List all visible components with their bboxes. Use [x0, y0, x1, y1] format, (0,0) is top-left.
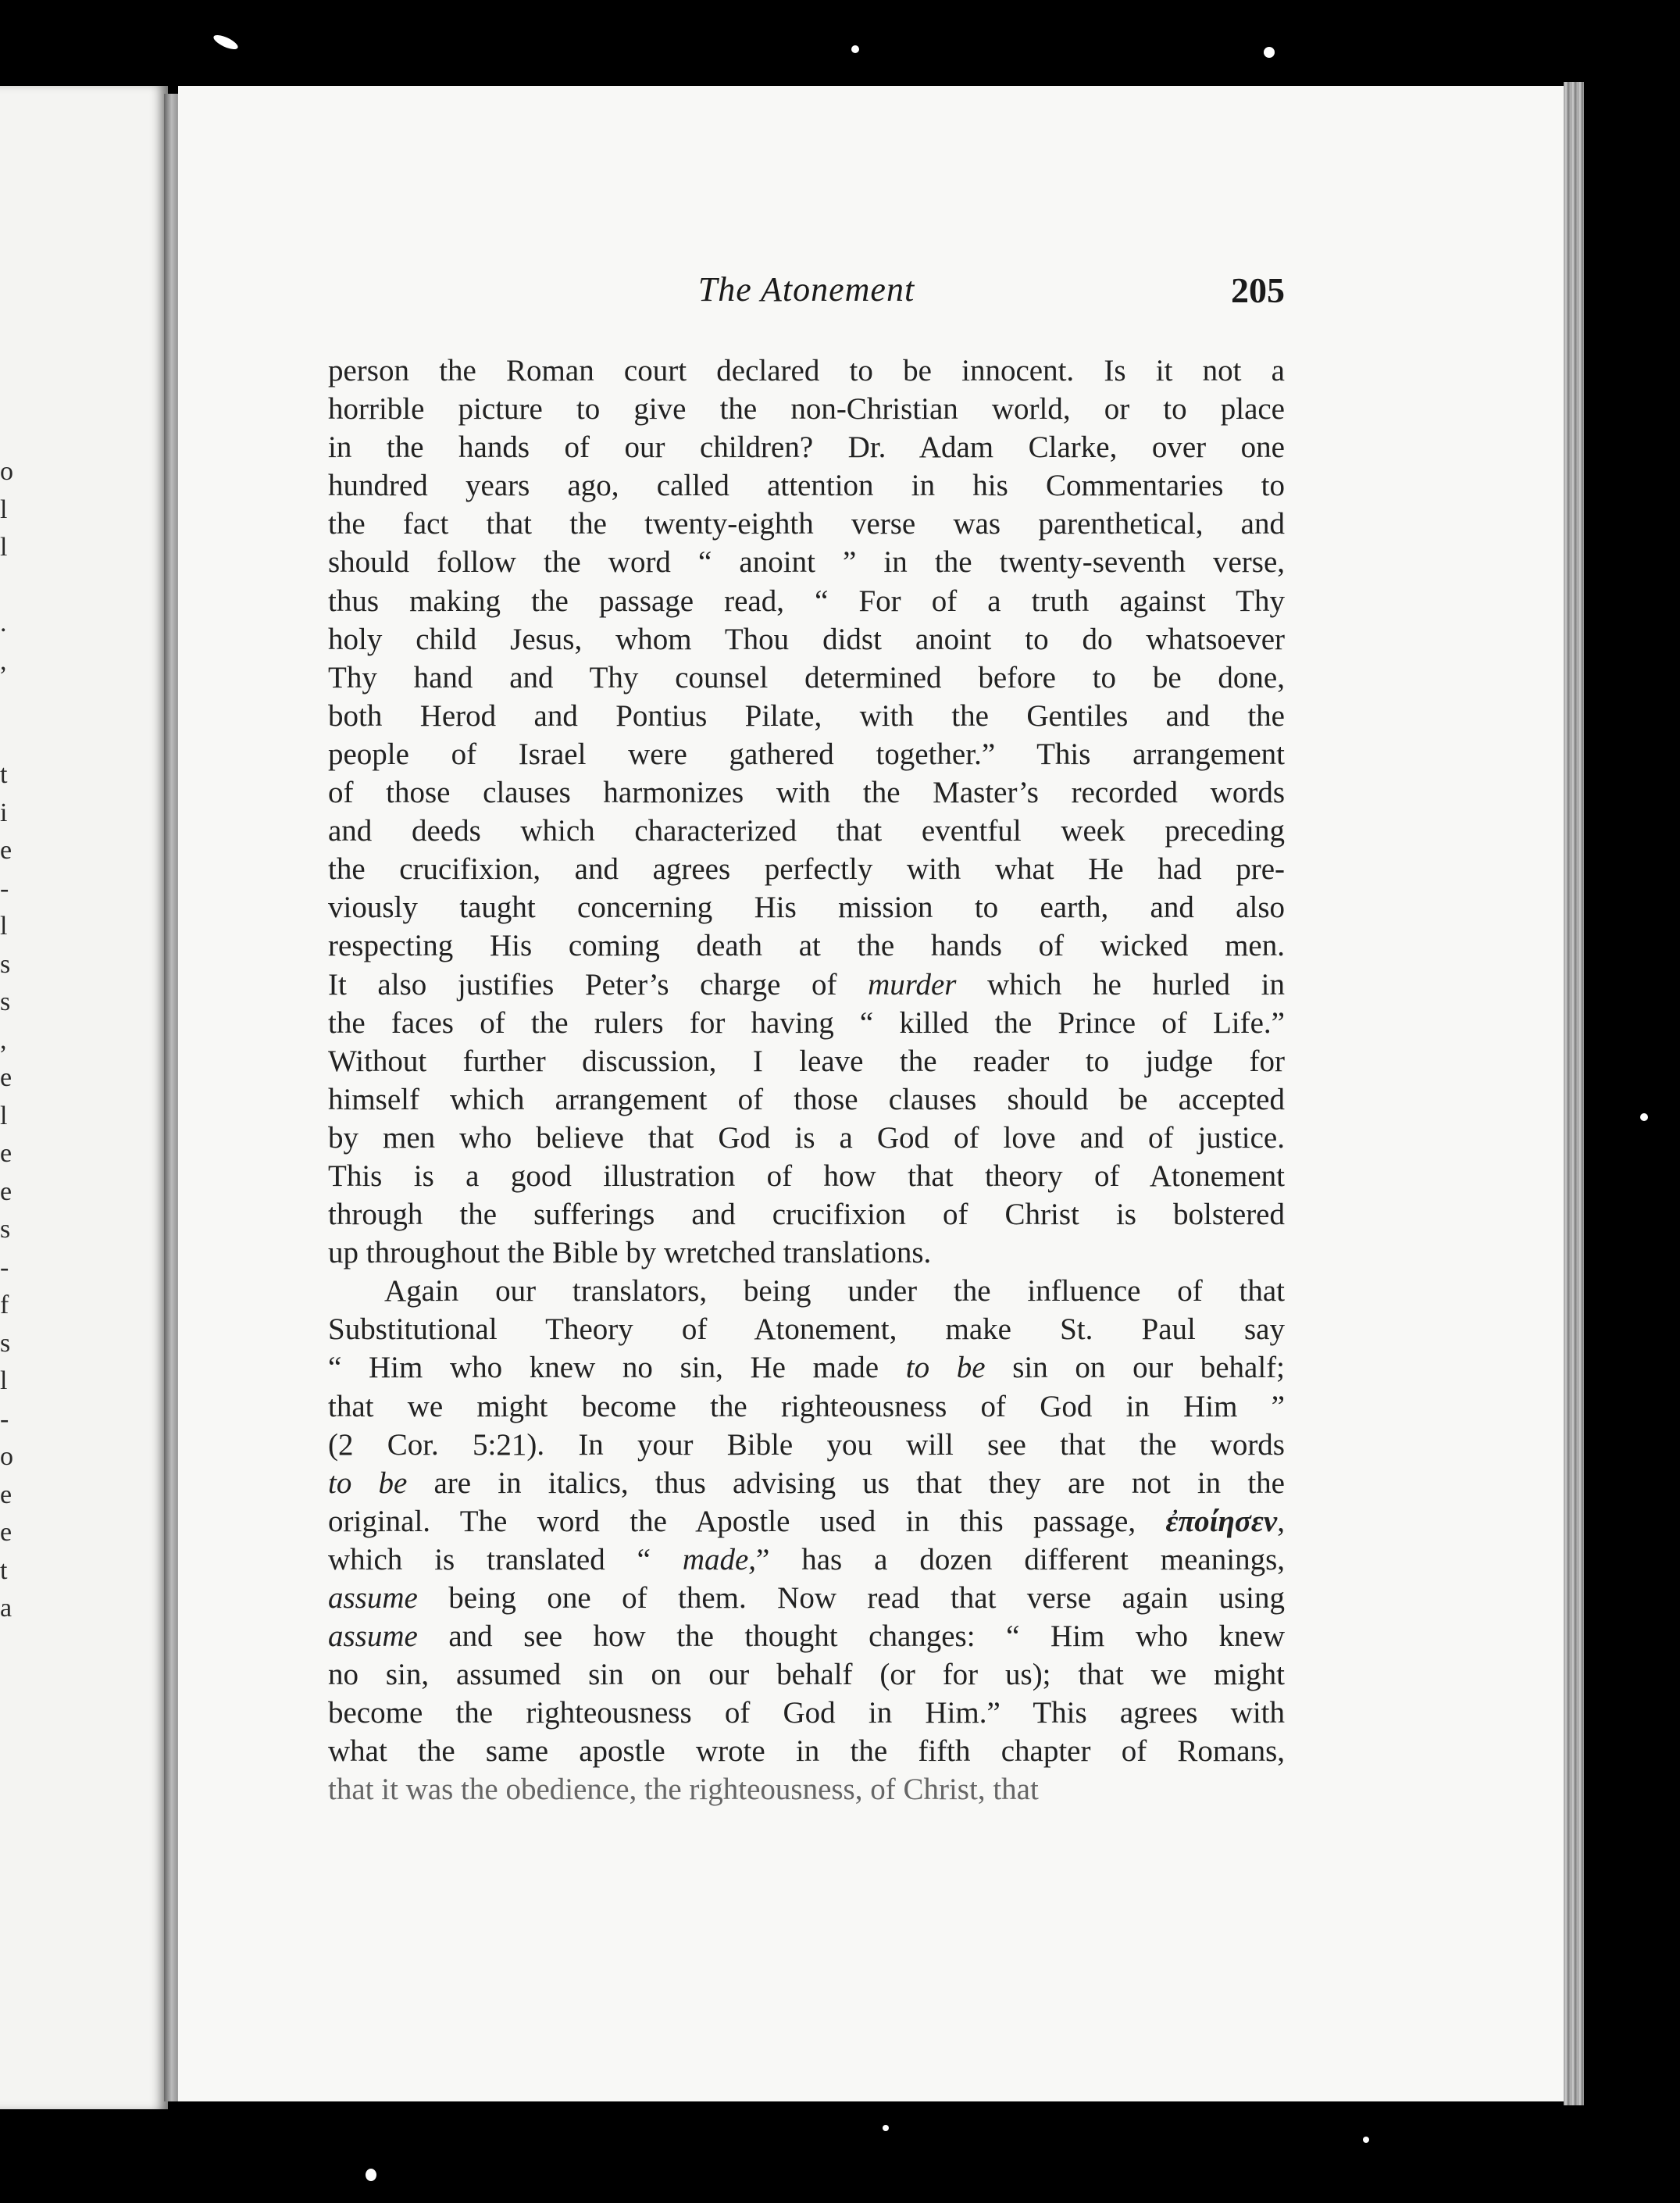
left-page-edge-char [0, 719, 23, 757]
text-segment: It also justifies Peter’s charge of [328, 967, 869, 1002]
left-page-edge-char: a [0, 1594, 12, 1623]
text-segment: Thy hand and Thy counsel determined before to be done, [328, 660, 1285, 694]
text-line [328, 1464, 1285, 1502]
left-page-edge-char: i [0, 798, 8, 827]
text-segment: of those clauses harmonizes with the Master’s recorded words [328, 776, 1285, 810]
body-text [328, 352, 1285, 1809]
text-segment: Substitutional Theory of Atonement, make St. Paul say [328, 1312, 1285, 1347]
text-segment: the crucifixion, and agrees perfectly with what He had pre- [328, 852, 1285, 887]
text-segment: Without further discussion, I leave the reader to judge for [328, 1044, 1285, 1078]
text-segment: thus making the passage read, “ For of a truth against Thy [328, 584, 1285, 618]
text-segment: sin on our behalf; [985, 1351, 1285, 1385]
page-edge [1564, 82, 1584, 2105]
text-segment: which he hurled in [956, 967, 1286, 1002]
left-page-edge-char: f [0, 1291, 9, 1319]
left-page-edge-char: s [0, 1328, 11, 1358]
text-line [328, 1080, 1285, 1119]
text-line [328, 466, 1285, 505]
text-segment: what the same apostle wrote in the fifth chapter of Romans, [328, 1734, 1285, 1769]
text-segment: and see how the thought changes: “ Him who knew [417, 1619, 1285, 1654]
text-line [328, 888, 1285, 927]
text-line [328, 850, 1285, 888]
left-page-edge-char: e [0, 836, 12, 865]
text-segment: original. The word the Apostle used in this passage, [328, 1504, 1166, 1538]
text-line [328, 812, 1285, 850]
text-segment: that we might become the righteousness of God in Him ” [328, 1389, 1285, 1423]
text-line [328, 582, 1285, 620]
text-line [328, 543, 1285, 581]
text-segment: should follow the word “ anoint ” in the twenty-seventh verse, [328, 545, 1285, 580]
text-segment: This is a good illustration of how that theory of Atonement [328, 1159, 1285, 1193]
left-page-edge-char [0, 680, 23, 719]
text-segment: and deeds which characterized that eventful week preceding [328, 814, 1285, 848]
left-page-edge-char: e [0, 1139, 12, 1168]
scan-speck [212, 32, 240, 52]
scan-speck [851, 45, 859, 53]
text-line [328, 1694, 1285, 1732]
text-line [328, 1541, 1285, 1579]
text-segment: (2 Cor. 5:21). In your Bible you will see that the words [328, 1427, 1285, 1462]
text-segment: ” has a dozen different meanings, [756, 1542, 1286, 1576]
page-number: 205 [1231, 270, 1285, 310]
running-head-title: The Atonement [697, 270, 915, 309]
text-segment: that it was the obedience, the righteousness, of Christ, that [328, 1773, 1039, 1807]
text-segment: in the hands of our children? Dr. Adam Clarke, over one [328, 430, 1285, 465]
italic-text: murder [868, 967, 957, 1002]
text-line [328, 1617, 1285, 1655]
text-line [328, 966, 1285, 1004]
left-facing-page [0, 86, 168, 2109]
text-segment: become the righteousness of God in Him.” This agrees with [328, 1696, 1285, 1730]
text-segment: , [1277, 1504, 1285, 1538]
scan-speck [1363, 2137, 1369, 2143]
text-segment: people of Israel were gathered together.” This arrangement [328, 737, 1285, 771]
text-line [328, 1234, 1285, 1272]
italic-text: assume [328, 1619, 418, 1654]
left-page-edge-text [0, 453, 23, 1628]
text-line [328, 1272, 1285, 1310]
left-page-edge-char: e [0, 1063, 12, 1092]
left-page-edge-char: s [0, 1215, 11, 1244]
text-segment: are in italics, thus advising us that they are not in the [407, 1466, 1285, 1500]
left-page-edge-char: l [0, 912, 8, 941]
paragraph-2 [328, 1272, 1285, 1808]
text-line [328, 1042, 1285, 1080]
scan-speck [366, 2169, 376, 2181]
left-page-edge-char: , [0, 1025, 7, 1055]
text-line [328, 1770, 1285, 1808]
italic-text: assume [328, 1581, 418, 1615]
italic-text: to be [328, 1466, 408, 1500]
paragraph-1 [328, 352, 1285, 1272]
text-segment: being one of them. Now read that verse again using [417, 1581, 1285, 1615]
text-segment: Again our translators, being under the influence of that [384, 1274, 1285, 1309]
text-segment: holy child Jesus, whom Thou didst anoint to do whatsoever [328, 622, 1285, 656]
text-line [328, 428, 1285, 466]
left-page-edge-char: l [0, 533, 8, 562]
text-line [328, 1387, 1285, 1426]
text-line [328, 1119, 1285, 1157]
text-segment: person the Roman court declared to be innocent. Is it not a [328, 354, 1285, 387]
text-segment: the fact that the twenty-eighth verse was parenthetical, and [328, 507, 1285, 541]
left-page-edge-char: o [0, 1442, 13, 1471]
left-page-edge-char: l [0, 1101, 8, 1130]
text-line [328, 773, 1285, 812]
text-segment: through the sufferings and crucifixion of Christ is bolstered [328, 1198, 1285, 1232]
scan-speck [1264, 47, 1275, 58]
left-page-edge-char: o [0, 457, 13, 486]
left-page-edge-char: s [0, 949, 11, 979]
text-segment: by men who believe that God is a God of love and of justice. [328, 1120, 1285, 1155]
text-line [328, 1655, 1285, 1694]
text-line [328, 659, 1285, 697]
left-page-edge-char: l [0, 495, 8, 524]
text-segment: respecting His coming death at the hands of wicked men. [328, 929, 1285, 963]
text-line [328, 390, 1285, 428]
text-line [328, 1348, 1285, 1387]
text-line [328, 352, 1285, 390]
italic-text: ἐποίησεν [1165, 1504, 1278, 1538]
left-page-edge-char: t [0, 760, 8, 789]
left-page-edge-char: - [0, 873, 9, 903]
text-line [328, 927, 1285, 965]
text-segment: no sin, assumed sin on our behalf (or for us); that we might [328, 1658, 1285, 1692]
text-line [328, 1732, 1285, 1770]
text-segment: up throughout the Bible by wretched translations. [328, 1236, 932, 1270]
text-line [328, 1579, 1285, 1617]
text-line [328, 1426, 1285, 1464]
scan-speck [1640, 1113, 1648, 1121]
italic-text: to be [905, 1351, 986, 1385]
left-page-edge-char: , [0, 646, 7, 676]
text-line [328, 1195, 1285, 1234]
text-line [328, 735, 1285, 773]
left-page-edge-char: l [0, 1366, 8, 1395]
left-page-edge-char: t [0, 1555, 8, 1585]
text-line [328, 1004, 1285, 1042]
text-segment: the faces of the rulers for having “ killed the Prince of Life.” [328, 1005, 1285, 1040]
left-page-edge-char: - [0, 1252, 9, 1282]
text-segment: both Herod and Pontius Pilate, with the Gentiles and the [328, 698, 1285, 733]
left-page-edge-char: - [0, 1404, 9, 1434]
left-page-edge-char: s [0, 987, 11, 1016]
text-segment: hundred years ago, called attention in his Commentaries to [328, 469, 1285, 503]
text-segment: “ Him who knew no sin, He made [328, 1351, 906, 1385]
text-segment: which is translated “ [328, 1542, 683, 1576]
left-page-edge-char: e [0, 1518, 12, 1547]
text-segment: himself which arrangement of those clauses should be accepted [328, 1082, 1285, 1116]
scan-speck [883, 2125, 889, 2131]
text-line [328, 620, 1285, 659]
text-line [328, 505, 1285, 543]
left-page-edge-char: . [0, 609, 7, 637]
text-line [328, 697, 1285, 735]
text-segment: horrible picture to give the non-Christian world, or to place [328, 392, 1285, 427]
left-page-edge-char: e [0, 1480, 12, 1509]
text-segment: viously taught concerning His mission to earth, and also [328, 891, 1285, 925]
text-line [328, 1310, 1285, 1348]
left-page-edge-char: e [0, 1176, 12, 1206]
running-head [328, 270, 1285, 316]
text-line [328, 1502, 1285, 1541]
left-page-edge-char [0, 567, 23, 605]
italic-text: made, [682, 1542, 757, 1576]
text-line [328, 1157, 1285, 1195]
